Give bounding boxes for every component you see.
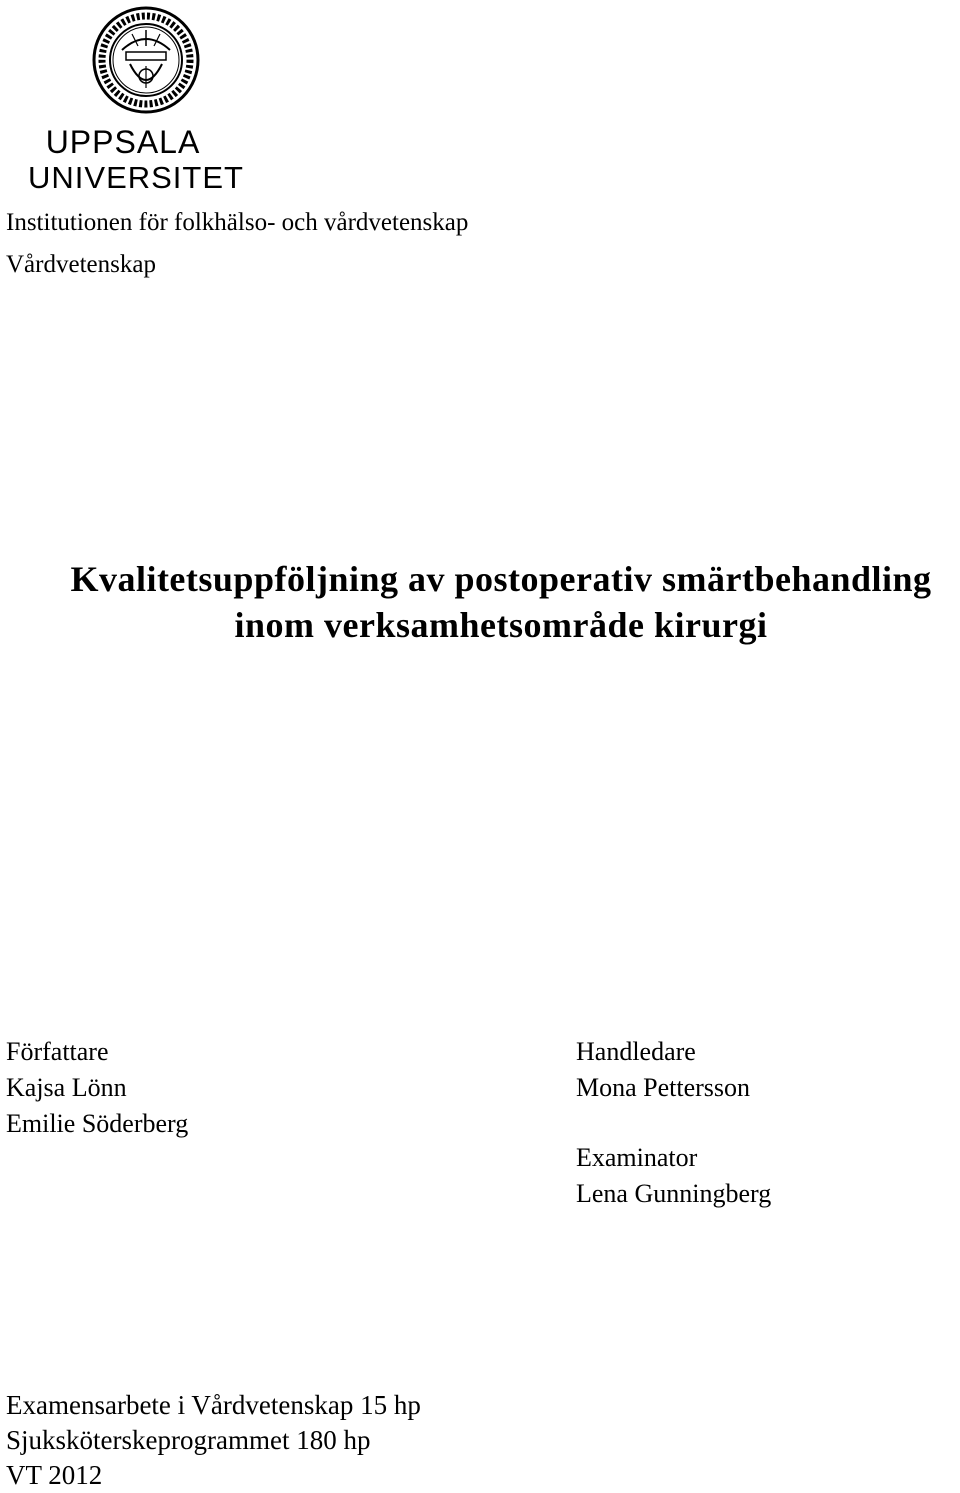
footer-program: Sjuksköterskeprogrammet 180 hp: [6, 1425, 371, 1455]
supervisor-name: Mona Pettersson: [576, 1073, 751, 1102]
supervisor-block: [576, 1034, 750, 1106]
university-seal-icon: [92, 6, 200, 114]
authors-heading: Författare: [6, 1037, 109, 1066]
thesis-title-line1: Kvalitetsuppföljning av postoperativ smärtbehandling: [70, 559, 932, 599]
authors-block: [6, 1034, 188, 1142]
logo-wordmark-line2: UNIVERSITET: [28, 160, 244, 195]
thesis-title-line2: inom verksamhetsområde kirurgi: [234, 605, 768, 645]
university-logo: [28, 6, 244, 195]
author-name: Emilie Söderberg: [6, 1109, 189, 1138]
department-name: Institutionen för folkhälso- och vårdvetenskap: [6, 209, 469, 236]
examiner-heading: Examinator: [576, 1143, 698, 1172]
supervisor-heading: Handledare: [576, 1037, 696, 1066]
author-name: Kajsa Lönn: [6, 1073, 127, 1102]
logo-wordmark-line1: UPPSALA: [45, 124, 201, 160]
examiner-block: [576, 1140, 771, 1212]
department-subject: Vårdvetenskap: [6, 251, 156, 278]
examiner-name: Lena Gunningberg: [576, 1179, 772, 1208]
footer-thesis-type: Examensarbete i Vårdvetenskap 15 hp: [6, 1390, 421, 1420]
footer-block: [6, 1388, 421, 1493]
footer-term: VT 2012: [6, 1460, 103, 1490]
